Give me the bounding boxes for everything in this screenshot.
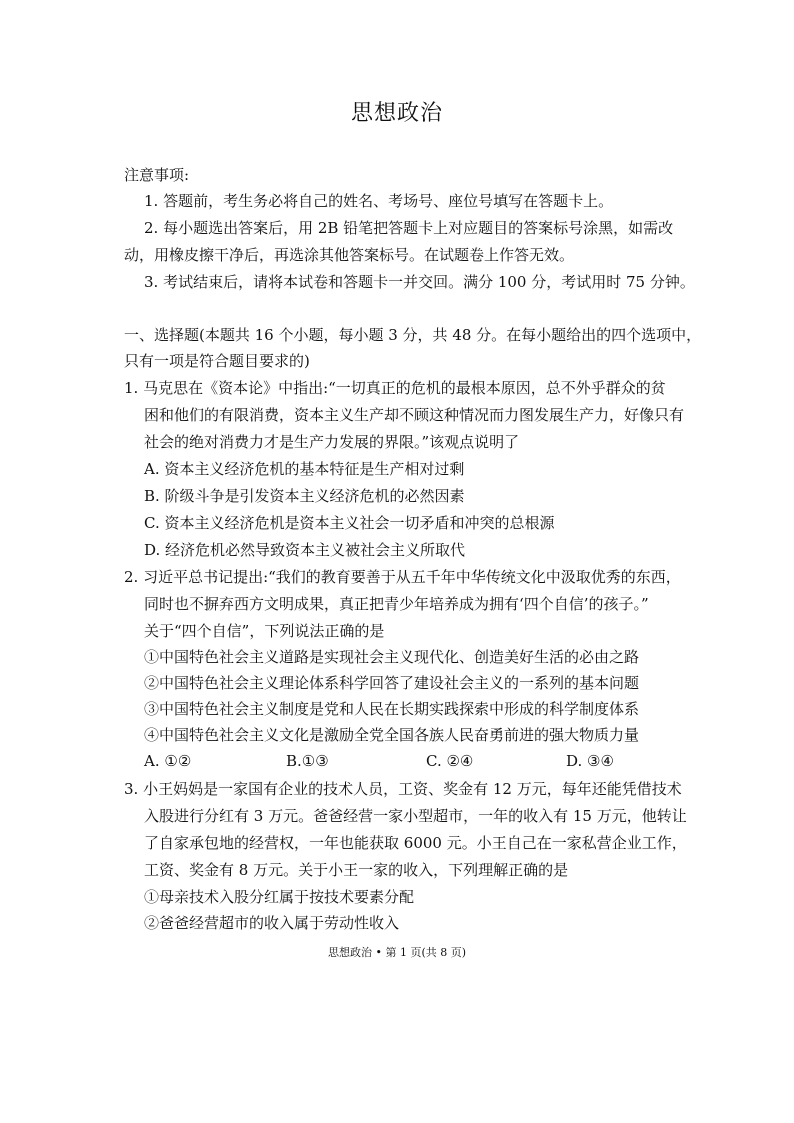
q2-option-a: A. ①② [144,752,192,770]
q2-option-d: D. ③④ [566,752,614,770]
q3-stem-line-1: 3. 小王妈妈是一家国有企业的技术人员，工资、奖金有 12 万元，每年还能凭借技术 [124,780,682,798]
section-heading-continued: 只有一项是符合题目要求的) [124,352,310,370]
q3-stem-line-3: 了自家承包地的经营权，一年也能获取 6000 元。小王自己在一家私营企业工作， [144,834,687,852]
q1-option-d: D. 经济危机必然导致资本主义被社会主义所取代 [144,541,466,559]
notice-item-3: 3. 考试结束后，请将本试卷和答题卡一并交回。满分 100 分，考试用时 75 分钟。 [144,273,695,291]
q3-statement-1: ①母亲技术入股分红属于按技术要素分配 [144,888,415,906]
page-title: 思想政治 [350,101,443,126]
q1-stem-line-3: 社会的绝对消费力才是生产力发展的界限。”该观点说明了 [144,433,520,451]
q1-stem-line-2: 困和他们的有限消费，资本主义生产却不顾这种情况而力图发展生产力，好像只有 [144,406,685,424]
q2-stem-line-1: 2. 习近平总书记提出:“我们的教育要善于从五千年中华传统文化中汲取优秀的东西， [124,568,681,586]
section-heading: 一、选择题(本题共 16 个小题，每小题 3 分，共 48 分。在每小题给出的四个选项中， [124,326,702,344]
q2-option-b: B.①③ [286,752,329,770]
notice-heading: 注意事项: [124,166,190,184]
q2-statement-2: ②中国特色社会主义理论体系科学回答了建设社会主义的一系列的基本问题 [144,674,640,692]
q3-stem-line-4: 工资、奖金有 8 万元。关于小王一家的收入，下列理解正确的是 [144,861,569,879]
notice-item-2: 2. 每小题选出答案后，用 2B 铅笔把答题卡上对应题目的答案标号涂黑，如需改 [144,219,674,237]
notice-item-1: 1. 答题前，考生务必将自己的姓名、考场号、座位号填写在答题卡上。 [144,192,614,210]
q1-option-a: A. 资本主义经济危机的基本特征是生产相对过剩 [144,460,465,478]
q2-statement-3: ③中国特色社会主义制度是党和人民在长期实践探索中形成的科学制度体系 [144,700,640,718]
q1-option-c: C. 资本主义经济危机是资本主义社会一切矛盾和冲突的总根源 [144,514,555,532]
q2-stem-line-2: 同时也不摒弃西方文明成果，真正把青少年培养成为拥有‘四个自信’的孩子。” [144,595,649,613]
notice-item-2-continued: 动，用橡皮擦干净后，再选涂其他答案标号。在试题卷上作答无效。 [124,246,575,264]
q2-statement-4: ④中国特色社会主义文化是激励全党全国各族人民奋勇前进的强大物质力量 [144,726,640,744]
q3-stem-line-2: 入股进行分红有 3 万元。爸爸经营一家小型超市，一年的收入有 15 万元，他转让 [144,807,687,825]
q3-statement-2: ②爸爸经营超市的收入属于劳动性收入 [144,914,400,932]
q2-option-c: C. ②④ [426,752,474,770]
q2-stem-line-3: 关于“四个自信”，下列说法正确的是 [144,622,385,640]
q1-option-b: B. 阶级斗争是引发资本主义经济危机的必然因素 [144,487,465,505]
q2-statement-1: ①中国特色社会主义道路是实现社会主义现代化、创造美好生活的必由之路 [144,648,640,666]
q1-stem-line-1: 1. 马克思在《资本论》中指出:“一切真正的危机的最根本原因，总不外乎群众的贫 [124,379,666,397]
page-footer: 思想政治 • 第 1 页(共 8 页) [327,946,467,959]
